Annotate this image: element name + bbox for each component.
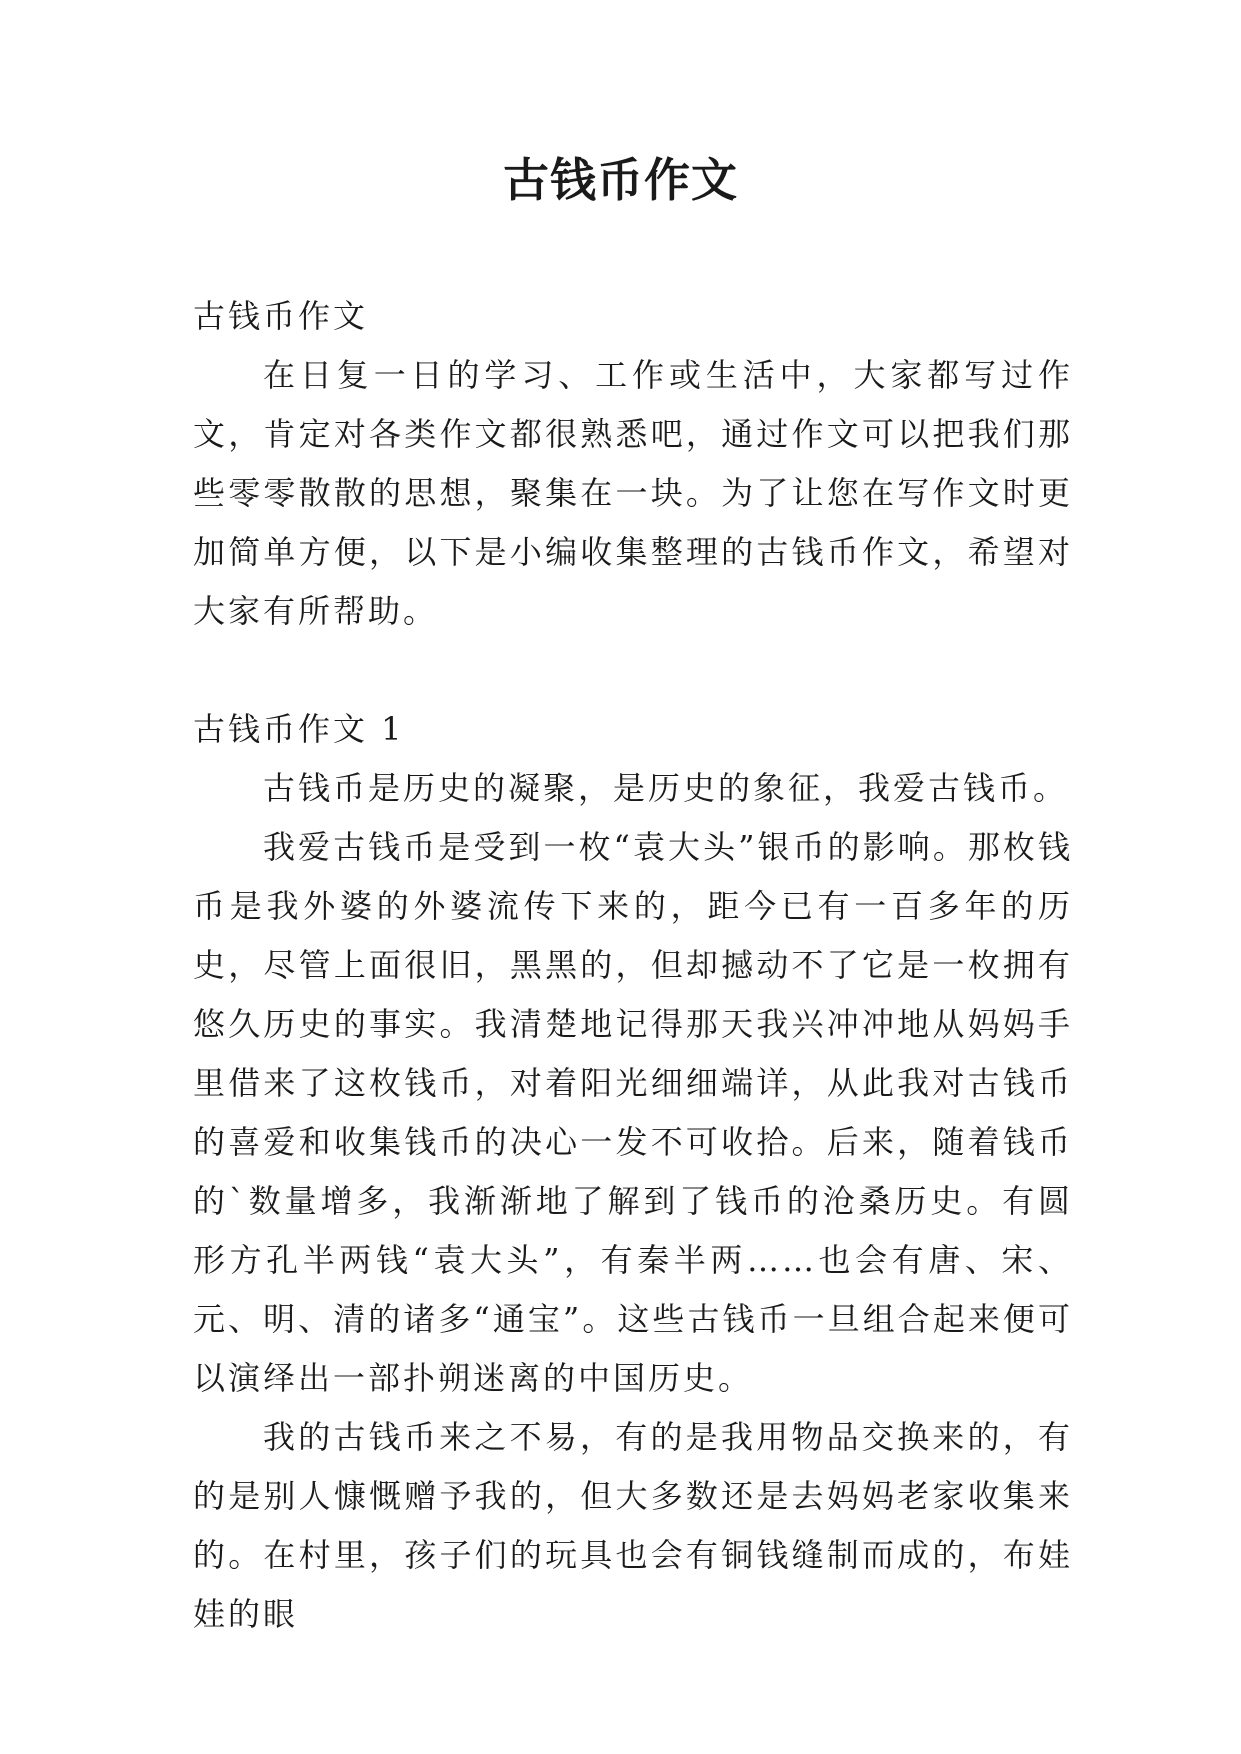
document-body <box>193 287 1073 1644</box>
intro-paragraph: 在日复一日的学习、工作或生活中，大家都写过作文，肯定对各类作文都很熟悉吧，通过作文可以把我们那些零零散散的思想，聚集在一块。为了让您在写作文时更加简单方便，以下是小编收集整理的古钱币作文，希望对大家有所帮助。 <box>193 356 1073 630</box>
section-paragraph: 我的古钱币来之不易，有的是我用物品交换来的，有的是别人慷慨赠予我的，但大多数还是去妈妈老家收集来的。在村里，孩子们的玩具也会有铜钱缝制而成的，布娃娃的眼 <box>193 1418 1073 1633</box>
paragraph-spacer <box>193 641 1073 700</box>
section-paragraph: 古钱币是历史的凝聚，是历史的象征，我爱古钱币。 <box>263 769 1069 807</box>
section-paragraph: 我爱古钱币是受到一枚“袁大头”银币的影响。那枚钱币是我外婆的外婆流传下来的，距今已有一百多年的历史，尽管上面很旧，黑黑的，但却撼动不了它是一枚拥有悠久历史的事实。我清楚地记得那天我兴冲冲地从妈妈手里借来了这枚钱币，对着阳光细细端详，从此我对古钱币的喜爱和收集钱币的决心一发不可收拾。后来，随着钱币的`数量增多，我渐渐地了解到了钱币的沧桑历史。有圆形方孔半两钱“袁大头”，有秦半两……也会有唐、宋、元、明、清的诸多“通宝”。这些古钱币一旦组合起来便可以演绎出一部扑朔迷离的中国历史。 <box>193 828 1073 1397</box>
document-title: 古钱币作文 <box>503 153 738 207</box>
intro-heading: 古钱币作文 <box>193 297 369 335</box>
section-heading: 古钱币作文 1 <box>193 710 405 748</box>
